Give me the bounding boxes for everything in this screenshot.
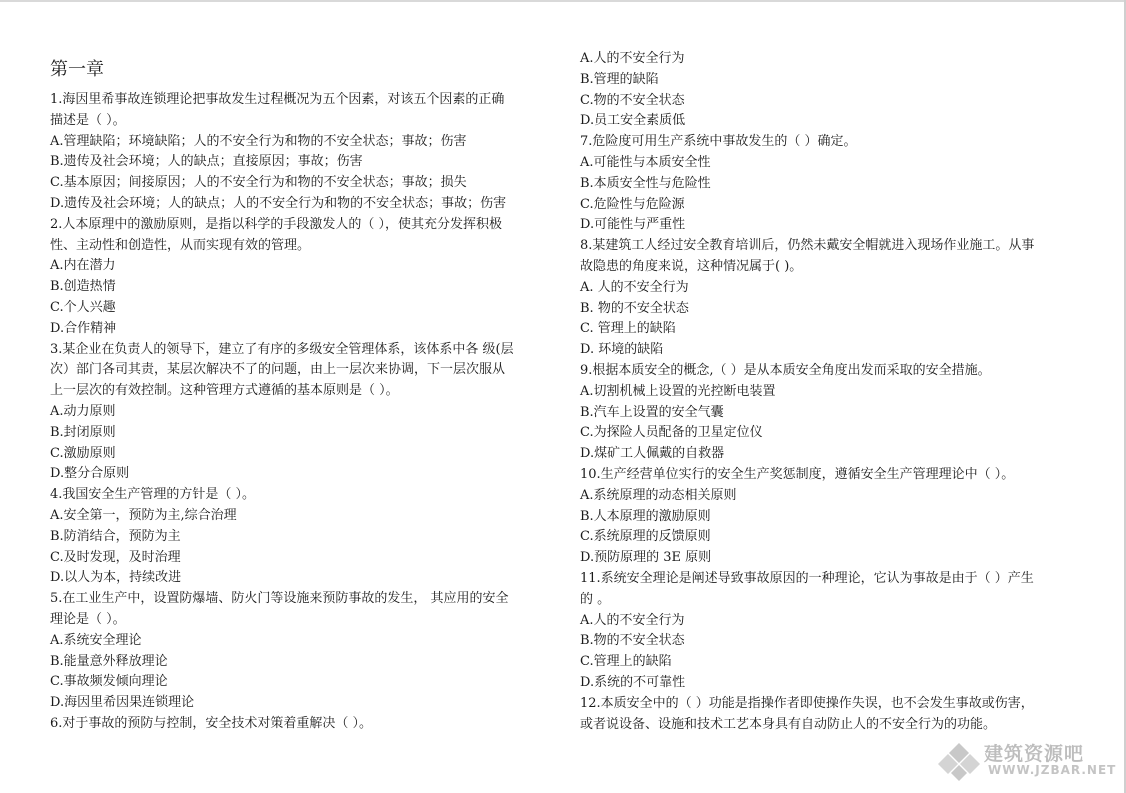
text-line: B.能量意外释放理论 [50, 653, 168, 669]
text-line: D.系统的不可靠性 [580, 675, 686, 690]
text-line: C.危险性与危险源 [580, 196, 685, 212]
text-line: 8.某建筑工人经过安全教育培训后，仍然未戴安全帽就进入现场作业施工。从事 [580, 238, 1035, 254]
text-line: A.管理缺陷；环境缺陷；人的不安全行为和物的不安全状态；事故；伤害 [50, 133, 467, 149]
text-line: B.汽车上设置的安全气囊 [580, 404, 724, 420]
text-line: D.海因里希因果连锁理论 [50, 695, 195, 711]
text-line: 1.海因里希事故连锁理论把事故发生过程概况为五个因素，对该五个因素的正确 [50, 92, 505, 107]
text-line: D.煤矿工人佩戴的自救器 [580, 446, 725, 462]
text-line: B.防消结合，预防为主 [50, 528, 181, 544]
text-line: 性、主动性和创造性，从而实现有效的管理。 [50, 237, 311, 253]
text-line: A.可能性与本质安全性 [580, 155, 711, 170]
text-line: D.员工安全素质低 [580, 113, 686, 129]
text-line: B.创造热情 [50, 279, 116, 295]
text-line: D.整分合原则 [50, 466, 130, 482]
text-line: A.内在潜力 [50, 258, 116, 274]
text-line: B.封闭原则 [50, 424, 116, 440]
watermark-text: 建筑资源吧 [984, 743, 1085, 765]
text-line: 3.某企业在负责人的领导下，建立了有序的多级安全管理体系，该体系中各 级(层 [50, 341, 514, 357]
text-line: B.管理的缺陷 [580, 71, 659, 87]
text-line: 11.系统安全理论是阐述导致事故原因的一种理论，它认为事故是由于（ ）产生 [580, 571, 1034, 586]
text-line: 12.本质安全中的（ ）功能是指操作者即使操作失误，也不会发生事故或伤害， [580, 695, 1034, 711]
page-top-border [0, 0, 1126, 2]
watermark-logo-icon [938, 741, 980, 781]
text-line: 上一层次的有效控制。这种管理方式遵循的基本原则是（ ）。 [50, 383, 399, 399]
text-line: B.遗传及社会环境；人的缺点；直接原因；事故；伤害 [50, 154, 363, 170]
text-line: A.人的不安全行为 [580, 612, 685, 628]
text-line: C.系统原理的反馈原则 [580, 529, 711, 545]
text-line: D.以人为本，持续改进 [50, 570, 182, 586]
text-line: 4.我国安全生产管理的方针是（ ）。 [50, 487, 256, 503]
text-line: A.人的不安全行为 [580, 51, 685, 66]
text-line: 故隐患的角度来说，这种情况属于( )。 [580, 259, 803, 274]
text-line: 6.对于事故的预防与控制，安全技术对策着重解决（ ）。 [50, 716, 373, 731]
text-line: C.为探险人员配备的卫星定位仪 [580, 425, 763, 441]
text-line: 10.生产经营单位实行的安全生产奖惩制度，遵循安全生产管理理论中（ ）。 [580, 467, 1015, 482]
text-line: B.本质安全性与危险性 [580, 175, 711, 191]
text-line: D. 环境的缺陷 [580, 342, 664, 358]
text-line: D.合作精神 [50, 320, 117, 336]
text-line: C.事故频发倾向理论 [50, 674, 168, 690]
chapter-title: 第一章 [50, 59, 104, 80]
text-line: 次）部门各司其责，某层次解决不了的问题，由上一层次来协调，下一层次服从 [50, 362, 506, 378]
text-line: C.激励原则 [50, 445, 116, 461]
text-line: A.系统原理的动态相关原则 [580, 487, 737, 503]
text-line: C. 管理上的缺陷 [580, 321, 676, 337]
text-line: A.切割机械上设置的光控断电装置 [580, 383, 776, 399]
text-line: C.基本原因；间接原因；人的不安全行为和物的不安全状态；事故；损失 [50, 175, 467, 191]
text-line: 7.危险度可用生产系统中事故发生的（ ）确定。 [580, 134, 857, 150]
text-line: B.物的不安全状态 [580, 633, 685, 649]
text-line: 理论是（ ）。 [50, 612, 126, 627]
text-line: C.物的不安全状态 [580, 92, 685, 108]
text-line: D.可能性与严重性 [580, 217, 686, 233]
watermark [938, 739, 1118, 783]
text-line: B.人本原理的激励原则 [580, 508, 711, 524]
text-line: B. 物的不安全状态 [580, 300, 689, 316]
text-line: C.个人兴趣 [50, 300, 116, 315]
text-line: A. 人的不安全行为 [580, 279, 689, 295]
text-line: 9.根据本质安全的概念,（ ）是从本质安全角度出发而采取的安全措施。 [580, 363, 991, 378]
text-line: 5.在工业生产中，设置防爆墙、防火门等设施来预防事故的发生， 其应用的安全 [50, 591, 509, 607]
watermark-url: WWW.JZBAR.NET [988, 763, 1117, 777]
text-line: 或者说设备、设施和技术工艺本身具有自动防止人的不安全行为的功能。 [580, 716, 997, 732]
text-line: A.动力原则 [50, 404, 116, 419]
text-line: 的 。 [580, 591, 611, 607]
text-line: D.遗传及社会环境；人的缺点；人的不安全行为和物的不安全状态；事故；伤害 [50, 196, 507, 211]
text-line: C.管理上的缺陷 [580, 654, 672, 670]
text-line: C.及时发现，及时治理 [50, 549, 181, 565]
text-line: 2.人本原理中的激励原则，是指以科学的手段激发人的（ ），使其充分发挥积极 [50, 216, 503, 232]
text-line: D.预防原理的 3E 原则 [580, 550, 712, 566]
text-line: A.系统安全理论 [50, 632, 142, 648]
text-line: A.安全第一，预防为主,综合治理 [50, 508, 237, 523]
text-line: 描述是（ ）。 [50, 112, 126, 128]
